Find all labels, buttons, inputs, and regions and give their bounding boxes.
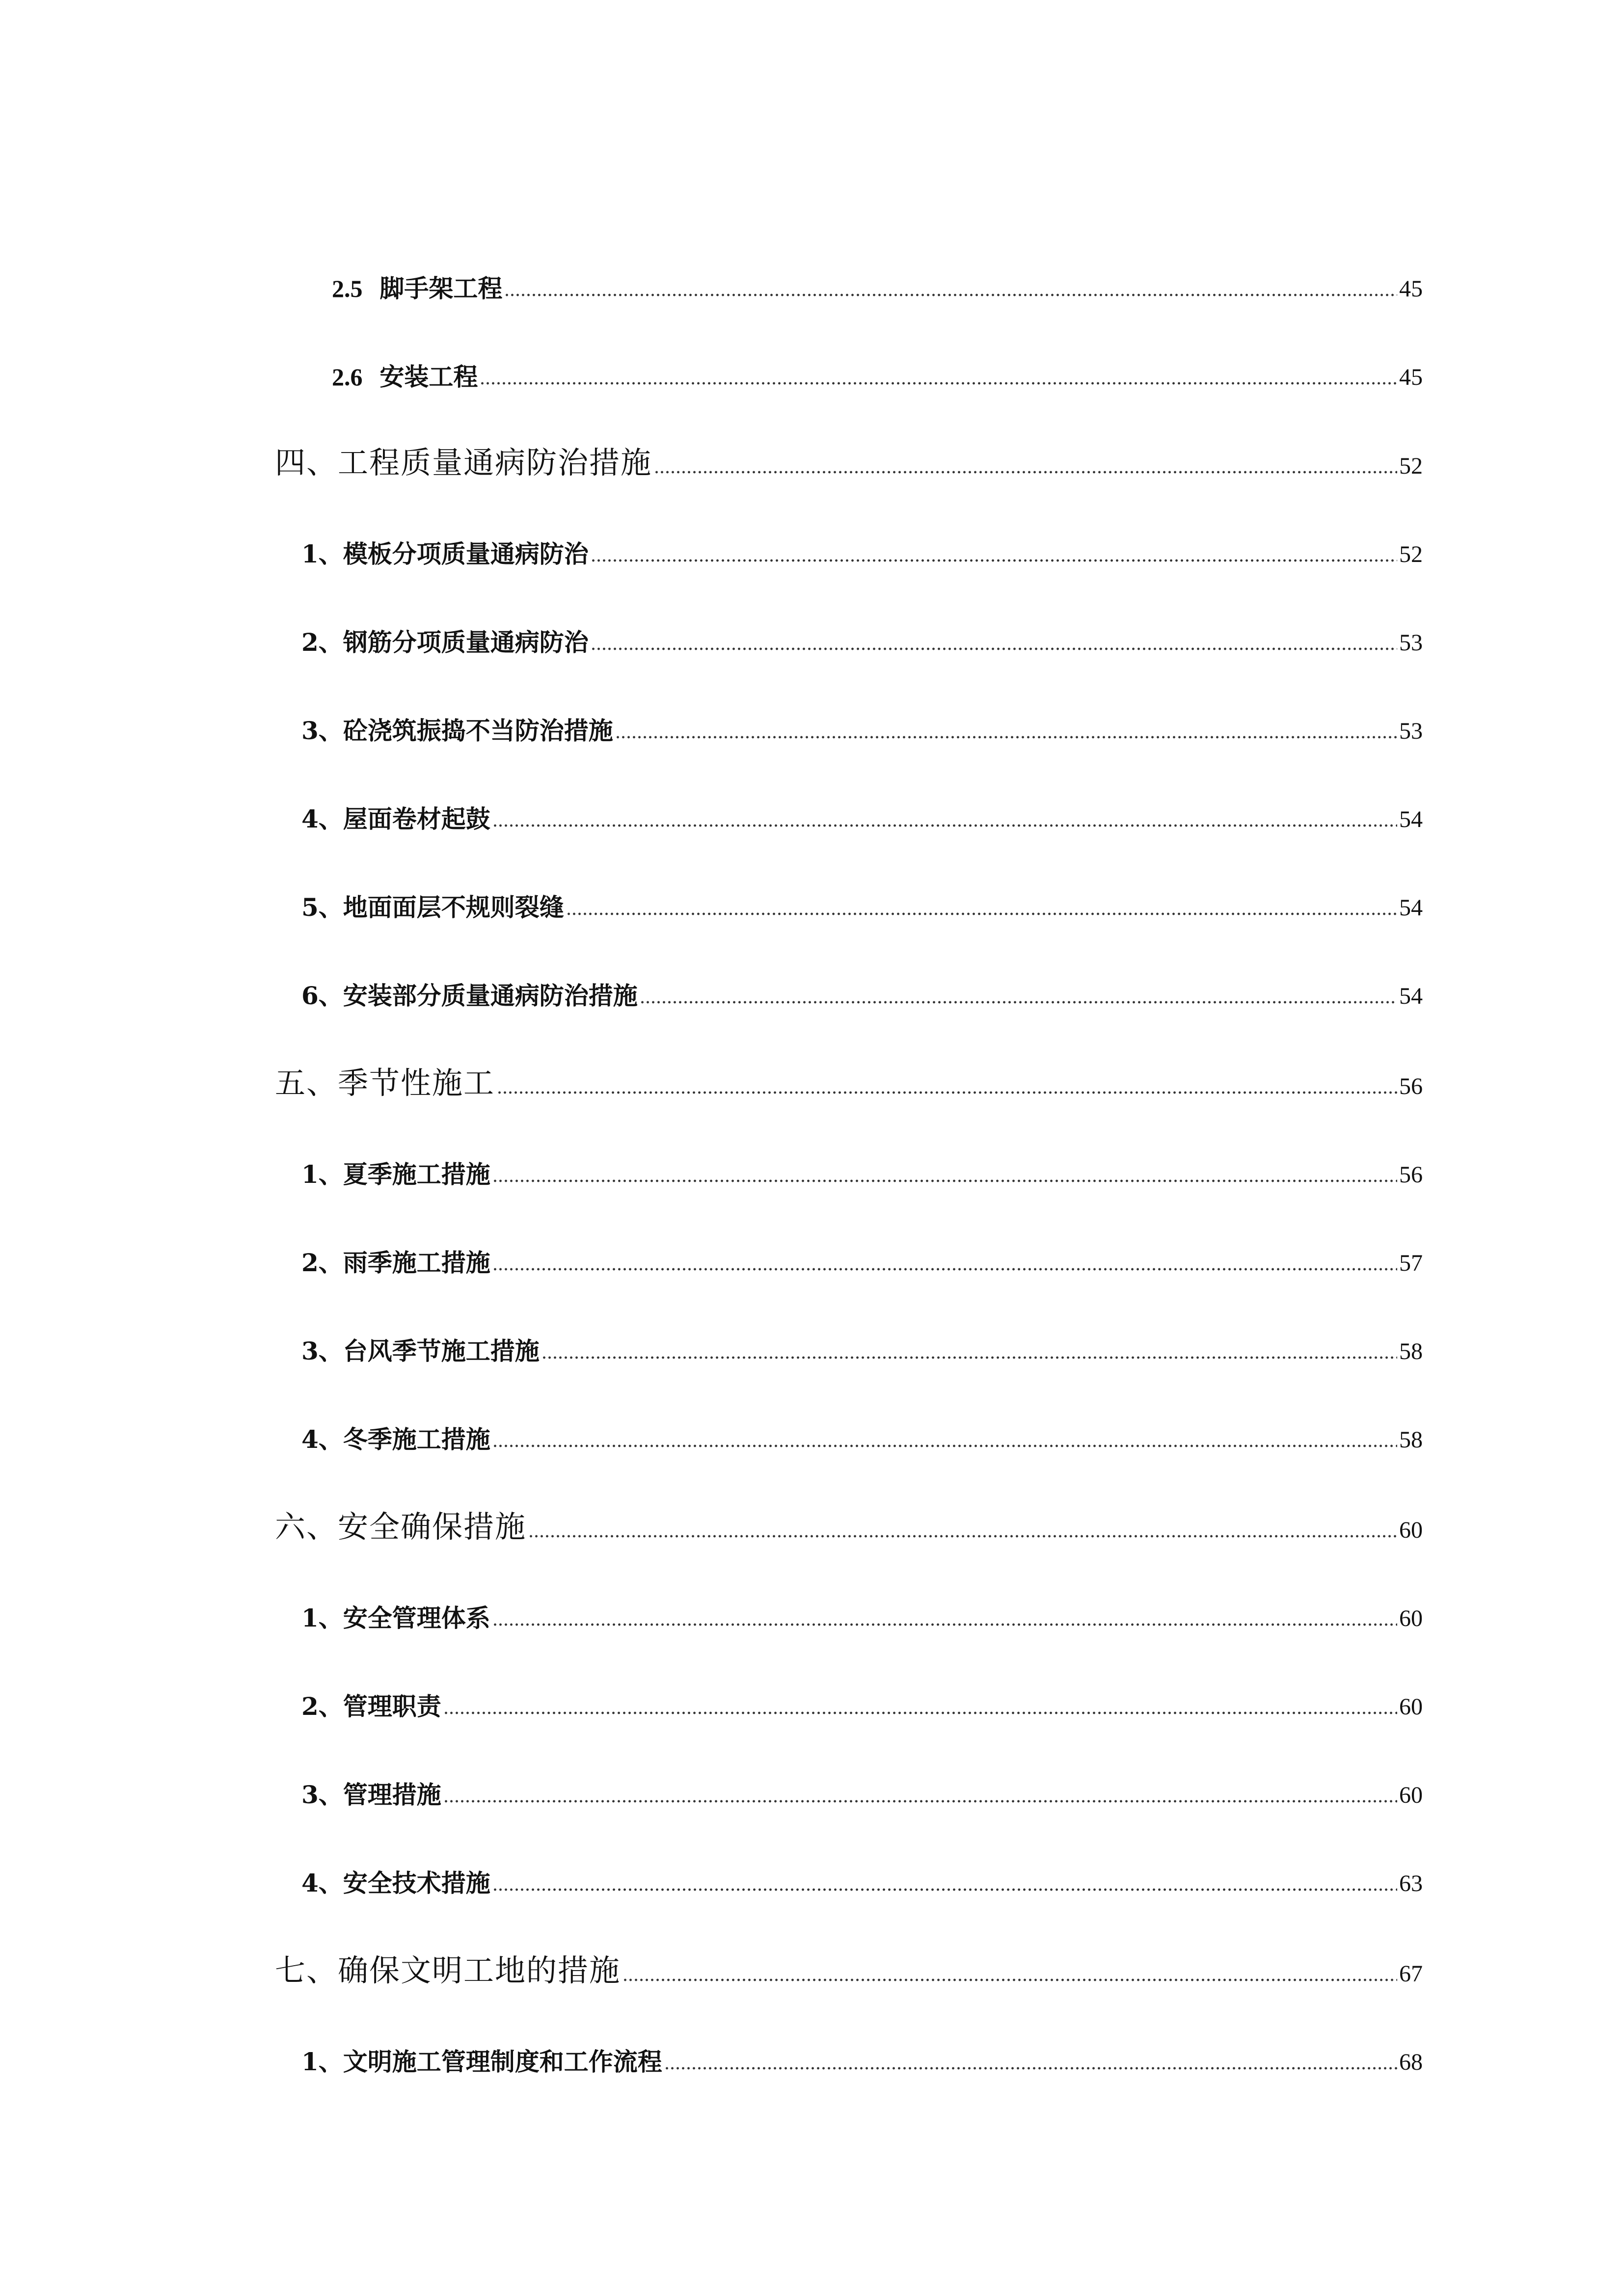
toc-entry[interactable] bbox=[301, 1577, 1423, 1631]
toc-entry-page: 45 bbox=[1399, 276, 1423, 302]
toc-entry[interactable] bbox=[301, 1222, 1423, 1276]
toc-entry-label bbox=[332, 276, 502, 302]
toc-entry-page: 54 bbox=[1399, 983, 1423, 1009]
toc-entry-label bbox=[301, 630, 589, 656]
toc-entry-label bbox=[275, 1509, 527, 1545]
toc-entry-page: 67 bbox=[1399, 1961, 1423, 1987]
toc-entry-page: 54 bbox=[1399, 895, 1423, 921]
toc-leader-dots bbox=[591, 647, 1397, 651]
toc-entry-label bbox=[301, 1248, 490, 1277]
toc-entry[interactable] bbox=[332, 336, 1423, 390]
toc-entry-label bbox=[301, 1336, 540, 1365]
toc-entry-title: 模板分项质量通病防治 bbox=[343, 539, 589, 568]
toc-leader-dots bbox=[654, 470, 1397, 474]
toc-entry[interactable] bbox=[301, 1134, 1423, 1188]
toc-entry-title: 砼浇筑振捣不当防治措施 bbox=[343, 716, 613, 745]
toc-entry-label bbox=[275, 1065, 495, 1101]
toc-entry-page: 57 bbox=[1399, 1250, 1423, 1276]
toc-entry-label bbox=[301, 1427, 490, 1453]
toc-entry-title: 季节性施工 bbox=[338, 1065, 495, 1101]
toc-leader-dots bbox=[615, 735, 1397, 739]
toc-entry-title: 安装部分质量通病防治措施 bbox=[343, 981, 638, 1010]
toc-entry[interactable] bbox=[301, 867, 1423, 921]
toc-entry-number: 6、 bbox=[301, 981, 343, 1010]
toc-entry-page: 68 bbox=[1399, 2049, 1423, 2075]
toc-entry-number: 2.5 bbox=[332, 275, 363, 302]
toc-entry[interactable] bbox=[301, 1666, 1423, 1720]
toc-entry-number: 3、 bbox=[301, 1336, 343, 1365]
toc-entry-number: 1、 bbox=[301, 2047, 343, 2076]
toc-entry[interactable] bbox=[301, 1310, 1423, 1364]
toc-entry-label bbox=[301, 1694, 441, 1720]
toc-entry-number: 2、 bbox=[301, 628, 343, 657]
toc-entry-page: 56 bbox=[1399, 1162, 1423, 1188]
toc-entry[interactable] bbox=[301, 1754, 1423, 1808]
toc-entry-title: 钢筋分项质量通病防治 bbox=[343, 628, 589, 657]
toc-entry[interactable] bbox=[301, 1399, 1423, 1453]
toc-entry-label bbox=[275, 445, 652, 481]
toc-entry-number: 1、 bbox=[301, 1603, 343, 1632]
toc-entry-title: 工程质量通病防治措施 bbox=[338, 445, 652, 481]
toc-entry-page: 60 bbox=[1399, 1605, 1423, 1631]
toc-entry-label bbox=[301, 2047, 662, 2076]
toc-entry-title: 雨季施工措施 bbox=[343, 1248, 490, 1277]
toc-leader-dots bbox=[480, 381, 1397, 385]
toc-entry-page: 60 bbox=[1399, 1694, 1423, 1720]
toc-leader-dots bbox=[492, 1179, 1397, 1183]
toc-entry-page: 52 bbox=[1399, 541, 1423, 567]
toc-entry-number: 3、 bbox=[301, 1780, 343, 1809]
toc-entry-title: 安全技术措施 bbox=[343, 1869, 490, 1897]
toc-entry[interactable] bbox=[301, 955, 1423, 1009]
toc-entry-page: 56 bbox=[1399, 1073, 1423, 1099]
toc-leader-dots bbox=[664, 2066, 1397, 2070]
toc-leader-dots bbox=[591, 559, 1397, 562]
toc-entry[interactable] bbox=[301, 602, 1423, 656]
toc-entry-number: 2、 bbox=[301, 1692, 343, 1721]
toc-entry-label bbox=[301, 716, 613, 745]
toc-entry-label bbox=[301, 804, 490, 833]
toc-entry-number: 五、 bbox=[275, 1065, 338, 1101]
toc-entry-number: 1、 bbox=[301, 539, 343, 568]
toc-entry[interactable] bbox=[275, 1489, 1423, 1543]
toc-leader-dots bbox=[541, 1356, 1397, 1360]
toc-entry-page: 60 bbox=[1399, 1517, 1423, 1543]
toc-entry-number: 四、 bbox=[275, 445, 338, 481]
toc-entry-number: 4、 bbox=[301, 804, 343, 833]
toc-entry-title: 文明施工管理制度和工作流程 bbox=[343, 2047, 662, 2076]
toc-entry[interactable] bbox=[301, 1842, 1423, 1896]
toc-entry[interactable] bbox=[275, 1933, 1423, 1987]
toc-leader-dots bbox=[528, 1534, 1397, 1538]
toc-leader-dots bbox=[504, 293, 1397, 297]
toc-entry-page: 53 bbox=[1399, 630, 1423, 656]
toc-entry-page: 58 bbox=[1399, 1338, 1423, 1364]
toc-entry[interactable] bbox=[301, 513, 1423, 567]
toc-entry-page: 63 bbox=[1399, 1870, 1423, 1896]
toc-entry-number: 六、 bbox=[275, 1509, 338, 1545]
toc-entry-label bbox=[301, 1603, 490, 1632]
toc-entry-title: 地面面层不规则裂缝 bbox=[343, 893, 564, 922]
toc-entry-title: 管理措施 bbox=[343, 1780, 441, 1809]
toc-entry-page: 58 bbox=[1399, 1427, 1423, 1453]
toc-entry-number: 5、 bbox=[301, 893, 343, 922]
toc-entry-number: 1、 bbox=[301, 1160, 343, 1189]
toc-entry[interactable] bbox=[301, 690, 1423, 744]
toc-leader-dots bbox=[640, 1000, 1397, 1004]
toc-entry-title: 夏季施工措施 bbox=[343, 1160, 490, 1189]
toc-entry-number: 2、 bbox=[301, 1248, 343, 1277]
toc-entry-page: 53 bbox=[1399, 718, 1423, 744]
toc-entry-label bbox=[332, 362, 478, 391]
toc-entry-label bbox=[301, 895, 564, 921]
toc-entry-label bbox=[301, 1780, 441, 1809]
toc-entry[interactable] bbox=[301, 2021, 1423, 2075]
toc-leader-dots bbox=[623, 1978, 1397, 1982]
toc-entry[interactable] bbox=[275, 425, 1423, 479]
toc-entry-title: 安全管理体系 bbox=[343, 1603, 490, 1632]
toc-entry-number: 3、 bbox=[301, 716, 343, 745]
toc-entry-label bbox=[301, 981, 638, 1010]
toc-entry-title: 脚手架工程 bbox=[379, 274, 503, 303]
toc-entry-number: 4、 bbox=[301, 1425, 343, 1454]
toc-entry-title: 台风季节施工措施 bbox=[343, 1336, 540, 1365]
toc-leader-dots bbox=[492, 1267, 1397, 1271]
toc-entry-number: 七、 bbox=[275, 1952, 338, 1988]
toc-entry-page: 52 bbox=[1399, 453, 1423, 479]
toc-entry-page: 60 bbox=[1399, 1782, 1423, 1808]
toc-leader-dots bbox=[566, 912, 1397, 916]
toc-entry-title: 安装工程 bbox=[379, 362, 478, 391]
toc-leader-dots bbox=[443, 1799, 1397, 1803]
toc-entry-number: 4、 bbox=[301, 1869, 343, 1897]
toc-entry[interactable] bbox=[275, 1045, 1423, 1099]
toc-entry-label bbox=[275, 1952, 621, 1988]
toc-entry-page: 54 bbox=[1399, 806, 1423, 832]
toc-leader-dots bbox=[492, 824, 1397, 828]
toc-entry-page: 45 bbox=[1399, 364, 1423, 390]
toc-leader-dots bbox=[497, 1091, 1397, 1095]
toc-entry-label bbox=[301, 1871, 490, 1896]
toc-leader-dots bbox=[492, 1623, 1397, 1627]
toc-entry-label bbox=[301, 1162, 490, 1188]
toc-entry-title: 管理职责 bbox=[343, 1692, 441, 1721]
toc-leader-dots bbox=[443, 1711, 1397, 1715]
toc-entry-title: 安全确保措施 bbox=[338, 1509, 527, 1545]
toc-entry-title: 冬季施工措施 bbox=[343, 1425, 490, 1454]
toc-leader-dots bbox=[492, 1444, 1397, 1448]
toc-leader-dots bbox=[492, 1888, 1397, 1892]
toc-entry-title: 屋面卷材起鼓 bbox=[343, 804, 490, 833]
toc-entry-title: 确保文明工地的措施 bbox=[338, 1952, 621, 1988]
toc-entry-number: 2.6 bbox=[332, 363, 363, 391]
toc-entry-label bbox=[301, 539, 589, 568]
toc-entry[interactable] bbox=[332, 248, 1423, 302]
toc-entry[interactable] bbox=[301, 778, 1423, 832]
